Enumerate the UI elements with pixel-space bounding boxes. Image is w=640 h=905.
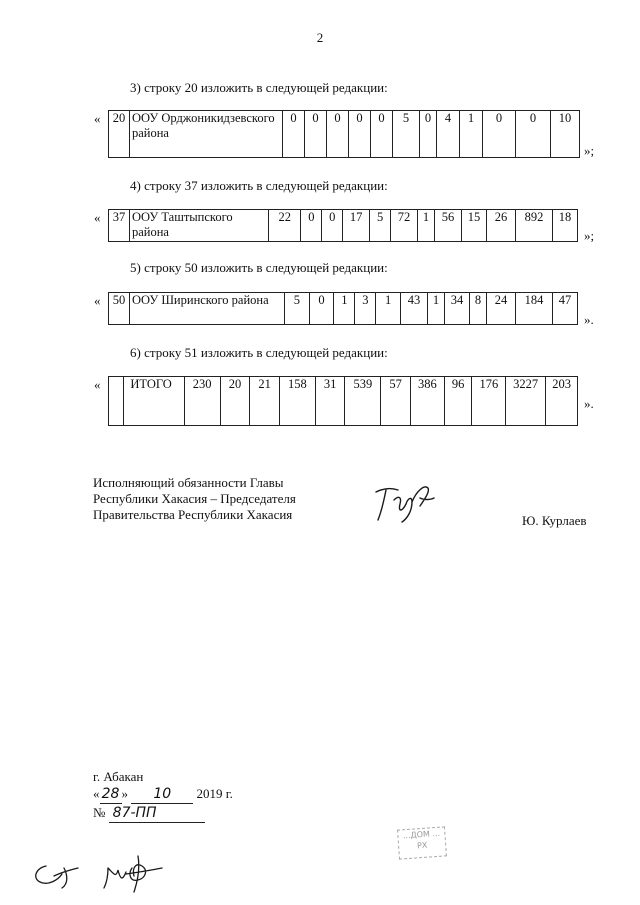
table-cell: 0 xyxy=(309,293,334,325)
table-cell: 10 xyxy=(551,111,580,158)
table-row-total xyxy=(108,376,578,426)
table-cell: 386 xyxy=(411,377,445,426)
table-cell: 5 xyxy=(370,210,391,242)
table-cell-name: ИТОГО xyxy=(124,377,184,426)
date-year: 2019 г. xyxy=(196,786,233,801)
table-cell: 158 xyxy=(279,377,315,426)
table-cell: 230 xyxy=(184,377,220,426)
table-cell: 203 xyxy=(546,377,578,426)
number-prefix: № xyxy=(93,805,106,820)
table-cell: 1 xyxy=(418,210,435,242)
table-cell: 1 xyxy=(428,293,445,325)
date-open-quote: « xyxy=(93,786,100,801)
open-quote: « xyxy=(94,377,101,392)
table-cell: 3 xyxy=(355,293,376,325)
instruction-row-20: 3) строку 20 изложить в следующей редакции: xyxy=(130,80,388,95)
table-cell: 8 xyxy=(470,293,487,325)
table-cell: 176 xyxy=(472,377,506,426)
table-cell: 0 xyxy=(483,111,516,158)
date-month: 10 xyxy=(131,786,193,804)
instruction-row-37: 4) строку 37 изложить в следующей редакции: xyxy=(130,178,388,193)
signer-title-line-2: Республики Хакасия – Председателя xyxy=(93,491,296,506)
handwritten-initials xyxy=(28,848,178,894)
table-cell: 72 xyxy=(391,210,418,242)
table-cell: 20 xyxy=(220,377,250,426)
table-cell: 22 xyxy=(269,210,301,242)
table-cell: 0 xyxy=(516,111,551,158)
instruction-row-50: 5) строку 50 изложить в следующей редакции: xyxy=(130,260,388,275)
table-cell: 5 xyxy=(393,111,420,158)
signer-title-line-1: Исполняющий обязанности Главы xyxy=(93,475,284,490)
close-quote: »; xyxy=(584,143,595,158)
table-cell: 0 xyxy=(322,210,343,242)
table-cell: 37 xyxy=(109,210,130,242)
table-cell: 1 xyxy=(334,293,355,325)
table-row-50 xyxy=(108,292,578,325)
table-cell: 0 xyxy=(301,210,322,242)
table-cell: 20 xyxy=(109,111,130,158)
city: г. Абакан xyxy=(93,769,144,784)
date-close-quote: » xyxy=(121,786,128,801)
table-row-20 xyxy=(108,110,580,158)
table-cell: 50 xyxy=(109,293,130,325)
close-quote: ». xyxy=(584,396,594,411)
open-quote: « xyxy=(94,293,101,308)
table-cell: 539 xyxy=(345,377,381,426)
open-quote: « xyxy=(94,111,101,126)
table-cell: 4 xyxy=(437,111,460,158)
instruction-row-51: 6) строку 51 изложить в следующей редакции: xyxy=(130,345,388,360)
table-cell: 3227 xyxy=(506,377,546,426)
table-cell: 47 xyxy=(553,293,578,325)
table-cell: 0 xyxy=(349,111,371,158)
table-row-37 xyxy=(108,209,578,242)
signature-block xyxy=(93,475,296,523)
table-cell: 21 xyxy=(250,377,280,426)
table-cell: 56 xyxy=(435,210,462,242)
document-number: 87-ПП xyxy=(109,805,205,823)
table-cell: 0 xyxy=(327,111,349,158)
table-cell: 26 xyxy=(487,210,516,242)
table-cell-name: ООУ Ширинского района xyxy=(130,293,285,325)
table-cell: 34 xyxy=(445,293,470,325)
table-cell: 43 xyxy=(401,293,428,325)
table-cell: 15 xyxy=(462,210,487,242)
table-cell: 1 xyxy=(376,293,401,325)
table-cell: 184 xyxy=(516,293,553,325)
table-cell: 57 xyxy=(381,377,411,426)
close-quote: ». xyxy=(584,312,594,327)
table-cell: 5 xyxy=(285,293,310,325)
table-cell: 18 xyxy=(553,210,578,242)
date-day: 28 xyxy=(100,786,122,804)
close-quote: »; xyxy=(584,228,595,243)
registration-stamp: ...ДОМ ... РХ xyxy=(397,826,447,859)
handwritten-signature xyxy=(368,478,440,526)
date-line xyxy=(93,785,233,804)
table-cell: 17 xyxy=(343,210,370,242)
document-place-date xyxy=(93,768,233,823)
table-cell: 0 xyxy=(305,111,327,158)
table-cell: 31 xyxy=(315,377,345,426)
signer-title-line-3: Правительства Республики Хакасия xyxy=(93,507,293,522)
table-cell xyxy=(109,377,124,426)
number-line xyxy=(93,804,233,823)
table-cell: 0 xyxy=(371,111,393,158)
table-cell: 0 xyxy=(283,111,305,158)
signer-name: Ю. Курлаев xyxy=(522,513,587,528)
table-cell: 1 xyxy=(460,111,483,158)
table-cell: 96 xyxy=(444,377,472,426)
page-number: 2 xyxy=(316,30,324,45)
table-cell: 24 xyxy=(487,293,516,325)
table-cell: 0 xyxy=(420,111,437,158)
table-cell-name: ООУ Орджоникидзевского района xyxy=(130,111,283,158)
table-cell: 892 xyxy=(516,210,553,242)
table-cell-name: ООУ Таштыпского района xyxy=(130,210,269,242)
open-quote: « xyxy=(94,210,101,225)
